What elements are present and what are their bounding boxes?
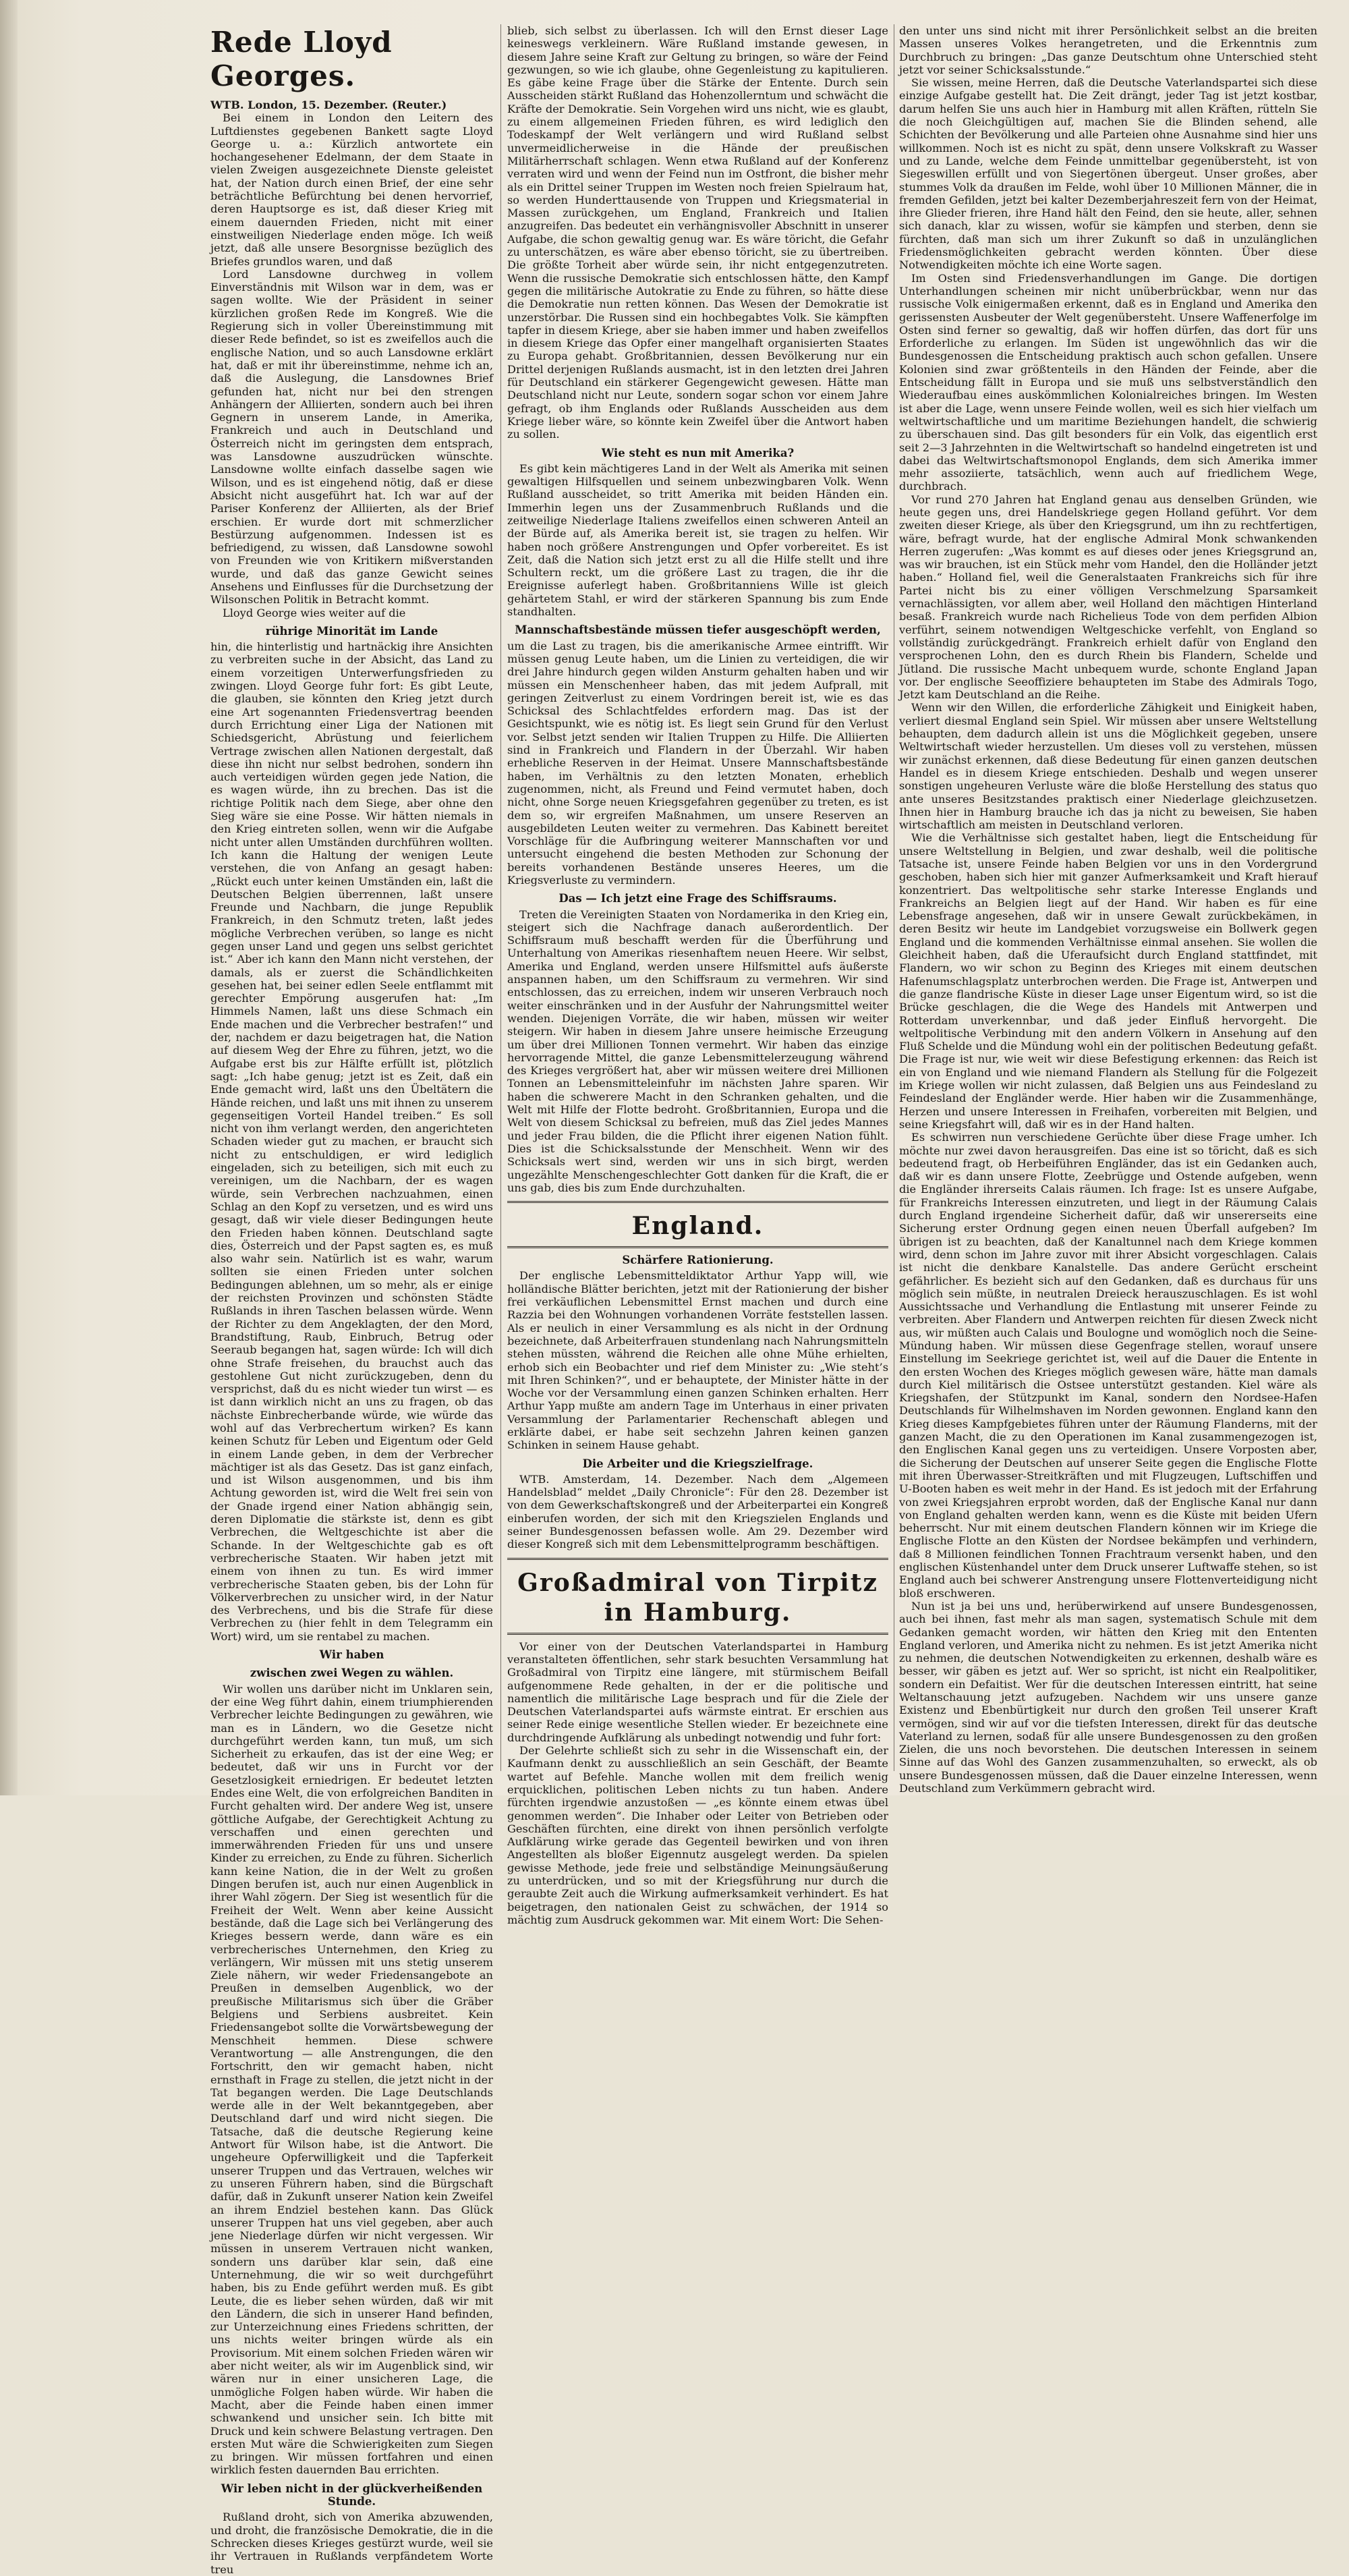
article-paragraph: Im Osten sind Friedensverhandlungen im Gange. Die dortigen Unterhandlungen scheinen mir nicht unüberbrückbar, wenn nur das russische Volk einigermaßen erkennt, daß es in England und Amerika den gerissensten Ausbeuter der Welt gegenübersteht. Unsere Waffenerfolge im Osten sind ferner so gewaltig, daß wir hoffen dürfen, das dort für uns Erforderliche zu erlangen. Im Süden ist ungewöhnlich das wir die Bundesgenossen die Entscheidung praktisch auch schon gefallen. Unsere Kolonien sind zwar größtenteils in den Händen der Feinde, aber die Entscheidung fällt in Europa und sie muß uns selbstverständlich den Wiederaufbau eines auskömmlichen Kolonialreiches bringen. Im Westen ist aber die Lage, wenn unsere Feinde wollen, weil es sich hier vielfach um weltwirtschaftliche und um maritime Beziehungen handelt, die schwierig zu überschauen sind. Das gilt besonders für ein Volk, das eigentlich erst seit 2—3 Jahrzehnten in die Weltwirtschaft so handelnd eingetreten ist und dabei das Weltwirtschaftsmonopol Englands, dem sich Amerika immer mehr assoziierte, tatsächlich, wenn auch auf friedlichem Wege, durchbrach. bbox=[899, 271, 1317, 493]
article-paragraph: Nun ist ja bei uns und, herüberwirkend auf unsere Bundesgenossen, auch bei ihnen, fast mehr als man sagen, systematisch Schule mit dem Gedanken gemacht worden, wir hätten den Krieg mit den Ententen England verloren, und Amerika nicht zu nehmen. Es ist jetzt Amerika nicht zu nehmen, die deutschen Notwendigkeiten zu erkennen, deshalb wäre es besser, wir gäben es jetzt auf. Wer so spricht, ist nicht ein Realpolitiker, sondern ein Defaitist. Wer für die deutschen Interessen eintritt, hat seine Weltanschauung jetzt aufzugeben. Nachdem wir uns unsere ganze Existenz und Ebenbürtigkeit nur durch den großen Teil unserer Kraft vermögen, sind wir auf vor die tiefsten Interessen, direkt für das deutsche Vaterland zu lernen, sodaß für alle unsere Bundesgenossen zu den großen Zielen, die uns noch bevorstehen. Die deutschen Interessen in seinem Sinne auf das Wohl des Ganzen zusammenzuhalten, so erweckt, als ob unsere Bundesgenossen müssen, daß die Dauer einzelne Interessen, wenn Deutschland zum Verkümmern gebracht wird. bbox=[899, 1599, 1317, 1795]
article-paragraph: Vor rund 270 Jahren hat England genau aus denselben Gründen, wie heute gegen uns, drei Handelskriege gegen Holland geführt. Vor dem zweiten dieser Kriege, als über den Kriegsgrund, um ihn zu rechtfertigen, wäre, befragt wurde, hat der englische Admiral Monk schwankenden Herren zugerufen: „Was kommt es auf dieses oder jenes Kriegsgrund an, was wir brauchen, ist ein Stück mehr vom Handel, den die Holländer jetzt haben.“ Holland fiel, weil die Generalstaaten Frankreichs sich für ihre Partei nicht bis zu einer völligen Verschmelzung Sparsamkeit vernachlässigten, vor allem aber, weil Holland den mächtigen Hinterland besaß. Frankreich wurde nach Richelieus Tode von dem perfiden Albion verführt, seinem notwendigen Weltgeschicke verfehlt, von England so vollständig zurückgedrängt. Frankreich erhielt dafür von England den versprochenen Lohn, den es durch Rhein bis Flandern, Schelde und Jütland. Die russische Macht unbequem wurde, schonte England Japan vor. Der englische Seeoffiziere behaupteten im Stabe des Admirals Togo, Jetzt kam Deutschland an die Reihe. bbox=[899, 493, 1317, 702]
headline-england: England. bbox=[631, 1212, 764, 1241]
subheading: Wir haben bbox=[319, 1648, 384, 1662]
article-paragraph: Lord Lansdowne durchweg in vollem Einverständnis mit Wilson war in dem, was er sagen wollte. Wie der Präsident in seiner kürzlichen großen Rede im Kongreß. Wie die Regierung sich in voller Übereinstimmung mit dieser Rede befindet, so ist es zweifellos auch die englische Nation, und so auch Lansdowne erklärt hat, daß er mit ihr übereinstimme, nehme ich an, daß die Auslegung, die Lansdownes Brief gefunden hat, nicht nur bei den strengen Anhängern der Alliierten, sondern auch bei ihren Gegnern in unserem Lande, in Amerika, Frankreich und auch in Deutschland und Österreich nicht im geringsten dem entsprach, was Lansdowne auszudrücken wünschte. Lansdowne wollte einfach dasselbe sagen wie Wilson, und es ist eingehend nötig, daß er diese Absicht nicht ausgeführt hat. Ich war auf der Pariser Konferenz der Alliierten, als der Brief erschien. Er wurde dort mit schmerzlicher Bestürzung aufgenommen. Indessen ist es befriedigend, zu wissen, daß Lansdowne sowohl von Freunden wie von Kritikern mißverstanden wurde, und daß das ganze Gewicht seines Ansehens und Einflusses für die Durchsetzung der Wilsonschen Politik in Betracht kommt. bbox=[210, 267, 493, 607]
column-1 bbox=[210, 24, 493, 2576]
subheading: Die Arbeiter und die Kriegszielfrage. bbox=[582, 1457, 813, 1470]
article-paragraph: Der Gelehrte schließt sich zu sehr in die Wissenschaft ein, der Kaufmann denkt zu ausschließlich an sein Geschäft, der Beamte wartet auf Befehle. Manche wollen mit dem freilich wenig erquicklichen, politischen Leben nichts zu tun haben. Andere fürchten irgendwie anzustoßen — „es könnte einem etwas übel genommen werden“. Die Inhaber oder Leiter von Betrieben oder Geschäften fürchten, eine direkt von ihnen persönlich verfolgte Aufklärung wirke gerade das Gegenteil bewirken und von ihren Angestellten als bloßer Eigennutz ausgelegt werden. Da spielen gewisse Methode, jede freie und selbständige Meinungsäußerung zu unterdrücken, und so mit der Kriegsführung nur durch die geraubte Zeit auch die Wirkung aufmerksamkeit verhindert. Es hat beigetragen, den nationalen Geist zu schwächen, der 1914 so mächtig zum Ausdruck gekommen war. Mit einem Wort: Die Sehen- bbox=[507, 1744, 888, 1926]
article-paragraph: Sie wissen, meine Herren, daß die Deutsche Vaterlandspartei sich diese einzige Aufgabe gestellt hat. Die Zeit drängt, jeder Tag ist jetzt kostbar, darum helfen Sie uns auch hier in Hamburg mit allen Kräften, rütteln Sie die noch Gleichgültigen auf, machen Sie die Blinden sehend, alle Schichten der Bevölkerung und alle Parteien ohne Ausnahme sind hier uns willkommen. Noch ist es nicht zu spät, denn unsere Volkskraft zu Wasser und zu Lande, welche dem Feinde unmittelbar gegenübersteht, ist von Siegeswillen erfüllt und von Siegertönen übergeut. Unser großes, aber stummes Volk da draußen im Felde, wohl über 10 Millionen Männer, die in fremden Gefilden, jetzt bei kalter Dezemberjahreszeit fern von der Heimat, ihre Glieder frieren, ihre Hand hält den Feind, den sie heute, aller, sehnen sich danach, klar zu wissen, wofür sie kämpfen und sterben, denn sie fürchten, daß man sich um ihrer Zukunft so daß in unzulänglichen Friedensmöglichkeiten gebracht werden könnten. Über diese Notwendigkeiten möchte ich eine Worte sagen. bbox=[899, 76, 1317, 272]
dateline bbox=[210, 99, 493, 111]
column-3 bbox=[899, 24, 1317, 1795]
headline-lloyd-george: Rede Lloyd Georges. bbox=[210, 26, 393, 92]
article-paragraph: hin, die hinterlistig und hartnäckig ihre Ansichten zu verbreiten suche in der Absicht, das Land zu einem vorzeitigen Unterwerfungsfrieden zu zwingen. Lloyd George fuhr fort: Es gibt Leute, die glauben, sie könnten den Krieg jetzt durch eine Art sogenannten Friedensvertrag beenden durch Errichtung einer Liga der Nationen mit Schiedsgericht, Abrüstung und feierlichem Vertrage zwischen allen Nationen dergestalt, daß diese ihn nicht nur selbst bedrohen, sondern ihn auch verteidigen würden gegen jede Nation, die es wagen würde, ihn zu brechen. Das ist die richtige Politik nach dem Siege, aber ohne den Sieg wäre sie eine Posse. Wir hätten niemals in den Krieg eintreten sollen, wenn wir die Aufgabe nicht unter allen Umständen durchführen wollten. Ich kann die Haltung der wenigen Leute verstehen, die von Anfang an gesagt haben: „Rückt euch unter keinen Umständen ein, laßt die Deutschen Belgien überrennen, laßt unsere Freunde und Nachbarn, die junge Republik Frankreich, in den Schmutz treten, laßt jedes mögliche Verbrechen verüben, so lange es nicht gegen unser Land und gegen uns selbst gerichtet ist.“ Aber ich kann den Mann nicht verstehen, der damals, als er zuerst die Schändlichkeiten gesehen hat, bei seiner edlen Seele entflammt mit gerechter Empörung ausgerufen hat: „Im Himmels Namen, laßt uns diese Schmach ein Ende machen und die Verbrecher bestrafen!“ und der, nachdem er dazu beigetragen hat, die Nation auf diesem Weg der Ehre zu führen, jetzt, wo die Aufgabe erst bis zur Hälfte erfüllt ist, plötzlich sagt: „Ich habe genug; jetzt ist es Zeit, daß ein Ende gemacht wird, laßt uns den Übeltätern die Hände reichen, und laßt uns mit ihnen zu unserem gegenseitigen Vorteil Handel treiben.“ Es soll nicht von ihm verlangt werden, den angerichteten Schaden wieder gut zu machen, er braucht sich nicht zu entschuldigen, er wird lediglich eingeladen, sich zu beteiligen, sich mit euch zu vereinigen, um die Nachbarn, der es wagen würde, sein Verbrechen nachzuahmen, einen Schlag an den Kopf zu versetzen, und es wird uns gesagt, daß wir viele dieser Bedingungen heute den Frieden haben können. Deutschland sagte dies, Österreich und der Papst sagten es, es muß also wahr sein. Natürlich ist es wahr, warum sollten sie einen Frieden unter solchen Bedingungen ablehnen, um so mehr, als er einige der reichsten Provinzen und schönsten Städte Rußlands in ihren Taschen belassen würde. Wenn der Richter zu dem Angeklagten, der den Mord, Brandstiftung, Raub, Einbruch, Betrug oder Seeraub begangen hat, sagen würde: Ich will dich ohne Strafe freisehen, du brauchst auch das gestohlene Gut nicht zurückzugeben, denn du versprichst, daß du es nicht wieder tun wirst — es ist dann wirklich nicht an uns zu fragen, ob das nächste Einbrecherbande würde, wie würde das wohl auf das Verbrechertum wirken? Es kann keinen Schutz für Leben und Eigentum oder Geld in einem Lande geben, in dem der Verbrecher mächtiger ist als das Gesetz. Das ist ganz einfach, und ist Wilson ausgenommen, und bis ihm Achtung geworden ist, wird die Welt frei sein von der Gnade irgend einer Nation abhängig sein, deren Diplomatie die stärkste ist, denn es gibt Verbrechen, die Weltgeschichte ist aber die Schande. In der Weltgeschichte gab es oft verbrecherische Staaten. Wir haben jetzt mit einem von ihnen zu tun. Es wird immer verbrecherische Staaten geben, bis der Lohn für Völkerverbrechen zu unsicher wird, in der Natur des Verbrechens, und bis die Strafe für diese Verbrechen zu (hier fehlt in dem Telegramm ein Wort) wird, um sie rentabel zu machen. bbox=[210, 640, 493, 1643]
article-paragraph: Bei einem in London den Leitern des Luftdienstes gegebenen Bankett sagte Lloyd George u. a.: Kürzlich antwortete ein hochangesehener Edelmann, der dem Staate in vielen Zweigen ausgezeichnete Dienste geleistet hat, der Nation durch einen Brief, der eine sehr beträchtliche Befürchtung bei denen hervorrief, deren Hauptsorge es ist, daß dieser Krieg mit einem dauernden Frieden, nicht mit einer einstweiligen Niederlage enden möge. Ich weiß jetzt, daß alle unsere Besorgnisse bezüglich des Briefes grundlos waren, und daß bbox=[210, 111, 493, 268]
subheading: Das — Ich jetzt eine Frage des Schiffsraums. bbox=[558, 892, 837, 905]
article-paragraph: Vor einer von der Deutschen Vaterlandspartei in Hamburg veranstalteten öffentlichen, sehr stark besuchten Versammlung hat Großadmiral von Tirpitz eine längere, mit stürmischem Beifall aufgenommene Rede gehalten, in der er die politische und namentlich die militärische Lage besprach und für die Ziele der Deutschen Vaterlandspartei aufs wärmste eintrat. Er erschien aus seiner Rede einige wesentliche Stellen wieder. Er bezeichnete eine durchdringende Aufklärung als unbedingt notwendig und fuhr fort: bbox=[507, 1640, 888, 1744]
subheading: Wir leben nicht in der glückverheißenden Stunde. bbox=[221, 2482, 483, 2509]
article-paragraph: Es schwirren nun verschiedene Gerüchte über diese Frage umher. Ich möchte nur zwei davon herausgreifen. Das eine ist so töricht, daß es sich bedeutend fragt, ob Herbeiführen Engländer, das ist ein Gedanken auch, daß wir es dann unsere Flotte, Zeebrügge und Ostende aufgeben, wenn die Engländer ihrerseits Calais räumen. Ich frage: Ist es unsere Aufgabe, für Frankreichs Interessen einzutreten, und liegt in der Räumung Calais durch England irgendeine Sicherheit dafür, daß wir unsererseits eine Sicherung erster Ordnung gegen einen neuen Überfall aufgeben? Im übrigen ist zu beachten, daß der Kanaltunnel nach dem Kriege kommen wird, denn schon im Jahre zuvor mit ihrer Absicht vorgeschlagen. Calais ist nicht die denkbare Kanalstelle. Das andere Gerücht erscheint gefährlicher. Es bezieht sich auf den Gedanken, daß es durchaus für uns möglich sein müßte, in neutralen Dreieck herauszuschlagen. Es ist wohl Aussichtssache und Verhandlung die Entlastung mit unserer Feinde zu verbreiten. Aber Flandern und Antwerpen reichten für diesen Zweck nicht aus, wir müßten auch Calais und Boulogne und womöglich noch die Seine-Mündung haben. Wir müssen diese Gegenfrage stellen, worauf unsere Einstellung im Seekriege gerichtet ist, weil auf die Dauer die Entente in den ersten Wochen des Krieges möglich gewesen wäre, hätte man damals durch Kiel militärisch die Ostsee unterstützt gestanden. Kiel wäre als Kriegshafen, der Stützpunkt im Kanal, sondern den Nordsee-Hafen Deutschlands für Wilhelmshaven im Norden gewonnen. England kann den Krieg dieses Kampfgebietes führen unter der Räumung Flanderns, mit der ganzen Macht, die zu den Operationen im Kanal zusammengezogen ist, den Englischen Kanal gegen uns zu verteidigen. Unsere Vorposten aber, die Sicherung der Deutschen auf unserer Seite gegen die Englische Flotte mit ihren Überwasser-Streitkräften und mit Flugzeugen, Luftschiffen und U-Booten haben es weit mehr in der Hand. Es ist jedoch mit der Erfahrung von zwei Kriegsjahren erprobt worden, daß der Englische Kanal nur dann von England gehalten werden kann, wenn es die Küste mit beiden Ufern beherrscht. Nur mit einem deutschen Flandern können wir im Kriege die Englische Flotte an den Küsten der Nordsee bekämpfen und verhindern, daß 8 Millionen feindlichen Tonnen Frachtraum versenkt haben, und den englischen Küstenhandel unter dem Druck unserer Luftwaffe stehen, so ist England auch bei schwerer Anstrengung unsere Flottenverteidigung nicht bloß erschweren. bbox=[899, 1131, 1317, 1600]
article-paragraph: Rußland droht, sich von Amerika abzuwenden, und droht, die französische Demokratie, die in die Schrecken dieses Krieges gestürzt wurde, weil sie ihr Vertrauen in Rußlands verpfändetem Worte treu bbox=[210, 2511, 493, 2576]
article-paragraph: Es gibt kein mächtigeres Land in der Welt als Amerika mit seinen gewaltigen Hilfsquellen und seinem unbezwingbaren Volk. Wenn Rußland ausscheidet, so tritt Amerika mit beiden Händen ein. Immerhin legen uns der Zusammenbruch Rußlands und die zeitweilige Niederlage Italiens zweifellos einen schweren Anteil an der Bürde auf, als Amerika bereit ist, sie tragen zu helfen. Wir haben noch größere Anstrengungen und Opfer vorbereitet. Es ist Zeit, daß die Nation sich jetzt erst zu all die Hilfe stellt und ihre Schultern reckt, um die größere Last zu tragen, die ihr die Ereignisse auferlegt haben. Großbritanniens Wille ist gleich gehärtetem Stahl, er wird der stärkeren Spannung bis zum Ende standhalten. bbox=[507, 461, 888, 619]
dateline-text: WTB. London, 15. Dezember. (Reuter.) bbox=[210, 99, 447, 111]
article-paragraph: Der englische Lebensmitteldiktator Arthur Yapp will, wie holländische Blätter berichten, jetzt mit der Rationierung der bisher frei verkäuflichen Lebensmittel Ernst machen und durch eine Razzia bei den Wohnungen vorhandenen Vorräte feststellen lassen. Als er neulich in einer Versammlung es als nicht in der Ordnung bezeichnete, daß Arbeiterfrauen stundenlang nach Nahrungsmitteln stehen müssten, während die Reichen alle ohne Mühe erhielten, erhob sich ein Beobachter und rief dem Minister zu: „Wie steht’s mit Ihren Schinken?“, und er behauptete, der Minister hätte in der Woche vor der Versammlung einen ganzen Schinken erhalten. Herr Arthur Yapp mußte am andern Tage im Unterhaus in einer privaten Versammlung der Parlamentarier Rechenschaft ablegen und erklärte dabei, er habe seit sechzehn Jahren keinen ganzen Schinken in seinem Hause gehabt. bbox=[507, 1269, 888, 1452]
article-paragraph: um die Last zu tragen, bis die amerikanische Armee eintrifft. Wir müssen genug Leute haben, um die Linien zu verteidigen, die wir drei Jahre hindurch gegen wilden Ansturm gehalten haben und wir müssen ein Menschenheer haben, das mit jedem Aufprall, mit geringen Zeitverlust zu einem Vordringen bereit ist, wie es das Schicksal des Schlachtfeldes erfordern mag. Das ist der Gesichtspunkt, wie es nötig ist. Es liegt sein Grund für den Verlust vor. Selbst jetzt senden wir Italien Truppen zu Hilfe. Die Alliierten sind in Frankreich und Flandern in der Überzahl. Wir haben erhebliche Reserven in der Heimat. Unsere Mannschaftsbestände haben, im Verhältnis zu den letzten Monaten, erheblich zugenommen, nicht, als Freund und Feind vermutet haben, doch nicht, ohne Sorge neuen Kriegsgefahren gegenüber zu treten, es ist dem so, wir ergreifen Maßnahmen, um unsere Reserven an ausgebildeten Leuten weiter zu vermehren. Das Kabinett bereitet Vorschläge für die Aufbringung weiterer Mannschaften vor und untersucht eingehend die besten Methoden zur Schonung der bereits vorhandenen Bestände unseres Heeres, um die Kriegsverluste zu vermindern. bbox=[507, 639, 888, 887]
subheading: rührige Minorität im Lande bbox=[265, 624, 438, 638]
subheading: Wie steht es nun mit Amerika? bbox=[601, 446, 795, 459]
subheading: Mannschaftsbestände müssen tiefer ausgeschöpft werden, bbox=[515, 623, 881, 637]
article-paragraph: blieb, sich selbst zu überlassen. Ich will den Ernst dieser Lage keineswegs verkleinern. Wäre Rußland imstande gewesen, in diesem Jahre seine Kraft zur Geltung zu bringen, so wäre der Feind gezwungen, so wie ich glaube, ohne Gegenleistung zu kapitulieren. Es gäbe keine Frage über die Stärke der Entente. Durch sein Ausscheiden stärkt Rußland das Hohenzollerntum und schwächt die Kräfte der Demokratie. Sein Vorgehen wird uns nicht, wie es glaubt, zu einem allgemeinen Frieden führen, es wird lediglich den Todeskampf der Welt verlängern und wird Rußland selbst unvermeidlicherweise in die Hände der preußischen Militärherrschaft schlagen. Wenn etwa Rußland auf der Konferenz verraten wird und wenn der Feind nun im Ostfront, die bisher mehr als ein Drittel seiner Truppen im Westen noch freien Spielraum hat, so werden Hunderttausende von Truppen und Kriegsmaterial in Massen zurückgehen, um England, Frankreich und Italien anzugreifen. Das bedeutet ein verhängnisvoller Abschnitt in unserer Aufgabe, die schon gewaltig genug war. Es wäre töricht, die Gefahr zu unterschätzen, es wäre aber ebenso töricht, sie zu übertreiben. Die größte Torheit aber würde sein, ihr nicht entgegenzutreten. Wenn die russische Demokratie sich entschlossen hätte, den Kampf gegen die militärische Autokratie zu Ende zu führen, so hätte diese die Demokratie nun retten können. Das Wesen der Demokratie ist unzerstörbar. Die Russen sind ein hochbegabtes Volk. Sie kämpften tapfer in diesem Kriege, aber sie haben immer und haben zweifellos in diesem Kriege das Opfer einer mangelhaft organisierten Staates zu Europa gehabt. Großbritannien, dessen Bevölkerung nur ein Drittel derjenigen Rußlands ausmacht, ist in den letzten drei Jahren für Deutschland ein stärkerer Gegengewicht gewesen. Hätte man Deutschland nicht nur Leute, sondern sogar schon vor einem Jahre gefragt, ob ihm Englands oder Rußlands Ausscheiden aus dem Kriege lieber wäre, so könnte kein Zweifel über die Antwort haben zu sollen. bbox=[507, 24, 888, 441]
headline-tirpitz: Großadmiral von Tirpitz in Hamburg. bbox=[517, 1568, 878, 1627]
section-box-england bbox=[507, 1201, 888, 1248]
page-binding-edge bbox=[0, 0, 18, 1795]
article-paragraph: WTB. Amsterdam, 14. Dezember. Nach dem „Algemeen Handelsblad“ meldet „Daily Chronicle“: Für den 28. Dezember ist von dem Gewerkschaftskongreß und der Arbeiterpartei ein Kongreß einberufen worden, der sich mit den Kriegszielen Englands und seiner Bundesgenossen befassen wolle. Am 29. Dezember wird dieser Kongreß sich mit dem Lebensmittelprogramm beschäftigen. bbox=[507, 1472, 888, 1551]
article-paragraph: den unter uns sind nicht mit ihrer Persönlichkeit selbst an die breiten Massen unseres Volkes herangetreten, und die Erkenntnis zum Durchbruch zu bringen: „Das ganze Deutschtum ohne Unterschied steht jetzt vor seiner Schicksalsstunde.“ bbox=[899, 24, 1317, 76]
section-box-tirpitz bbox=[507, 1558, 888, 1635]
subheading: Schärfere Rationierung. bbox=[622, 1254, 774, 1267]
article-paragraph: Wenn wir den Willen, die erforderliche Zähigkeit und Einigkeit haben, verliert diesmal England sein Spiel. Wir müssen aber unsere Weltstellung behaupten, dem dadurch allein ist uns die Möglichkeit gegeben, unsere Weltwirtschaft wieder herzustellen. Um dieses voll zu verstehen, müssen wir zunächst erkennen, daß diese Bedeutung für einen ganzen deutschen Handel es in diesem Kriege entschieden. Deshalb und wegen unserer sonstigen ungeheuren Verluste wäre die bloße Herstellung des status quo ante unseres Besitzstandes praktisch einer Niederlage gleichzusetzen. Ihnen hier in Hamburg brauche ich das ja nicht zu beweisen, Sie haben wirtschaftlich am meisten in Deutschland verloren. bbox=[899, 701, 1317, 832]
column-2 bbox=[507, 24, 888, 1926]
subheading: zwischen zwei Wegen zu wählen. bbox=[250, 1667, 454, 1680]
article-paragraph: Lloyd George wies weiter auf die bbox=[223, 606, 406, 619]
article-paragraph: Wir wollen uns darüber nicht im Unklaren sein, der eine Weg führt dahin, einem triumphierenden Verbrecher leichte Bedingungen zu gewähren, wie man es in Ländern, wo die Gesetze nicht durchgeführt werden kann, tun muß, um sich Sicherheit zu erkaufen, das ist der eine Weg; er bedeutet, daß wir uns in Furcht vor der Gesetzlosigkeit erniedrigen. Er bedeutet letzten Endes eine Welt, die von erfolgreichen Banditen in Furcht gehalten wird. Der andere Weg ist, unsere göttliche Aufgabe, der Gerechtigkeit Achtung zu verschaffen und einen gerechten und immerwährenden Frieden für uns und unsere Kinder zu erreichen, zu Ende zu führen. Sicherlich kann keine Nation, die in der Welt zu großen Dingen berufen ist, auch nur einen Augenblick in ihrer Wahl zögern. Der Sieg ist wesentlich für die Freiheit der Welt. Wenn aber keine Aussicht bestände, daß die Lage sich bei Verlängerung des Krieges bessern werde, dann wäre es ein verbrecherisches Unternehmen, den Krieg zu verlängern, Wir müssen mit uns stetig unserem Ziele nähern, wir weder Friedensangebote an Preußen in demselben Augenblick, wo der preußische Militarismus sich über die Gräber Belgiens und Serbiens ausbreitet. Kein Friedensangebot sollte die Vorwärtsbewegung der Menschheit hemmen. Diese schwere Verantwortung — alle Anstrengungen, die den Fortschritt, den wir gemacht haben, nicht ernsthaft in Frage zu stellen, die jetzt nicht in der Tat begangen werden. Die Lage Deutschlands werde alle in der Welt bekanntgegeben, aber Deutschland darf und wird nicht siegen. Die Tatsache, daß die deutsche Regierung keine Antwort für Wilson habe, ist die Antwort. Die ungeheure Opferwilligkeit und die Tapferkeit unserer Truppen und das Vertrauen, welches wir zu unseren Führern haben, sind die Bürgschaft dafür, daß in Zukunft unserer Nation kein Zweifel an ihrem Endziel bestehen kann. Das Glück unserer Truppen hat uns viel gegeben, aber auch jene Niederlage dürfen wir nicht vergessen. Wir müssen in unserem Vertrauen nicht wanken, sondern uns darüber klar sein, daß eine Unternehmung, die wir so weit durchgeführt haben, bis zu Ende geführt werden muß. Es gibt Leute, die es lieber sehen würden, daß wir mit den Ländern, die sich in unserer Hand befinden, zur Unterzeichnung eines Friedens schritten, der uns nichts weiter bringen würde als ein Provisorium. Mit einem solchen Frieden wären wir aber nicht weiter, als wir im Augenblick sind, wir wären nur in einer unsicheren Lage, die unmögliche Folgen haben würde. Wir haben die Macht, aber die Feinde haben einen immer schwankend und unsicher sein. Ich bitte mit Druck und kein schwere Belastung vertragen. Den ersten Mut wäre die Schwierigkeiten zum Siegen zu bringen. Wir müssen fortfahren und einen wirklich festen dauernden Bau errichten. bbox=[210, 1682, 493, 2477]
column-rule bbox=[500, 24, 501, 1771]
article-paragraph: Treten die Vereinigten Staaten von Nordamerika in den Krieg ein, steigert sich die Nachfrage danach außerordentlich. Der Schiffsraum muß beschafft werden für die Überführung und Unterhaltung von Amerikas riesenhaftem neuen Heere. Wir selbst, Amerika und England, werden unsere Hilfsmittel aufs äußerste anspannen haben, um den Schiffsraum zu vermehren. Wir sind entschlossen, das zu erreichen, indem wir unseren Verbrauch noch weiter einschränken und in der Ausfuhr der Nahrungsmittel weiter wenden. Diejenigen Vorräte, die wir haben, müssen wir weiter steigern. Wir haben in diesem Jahre unsere heimische Erzeugung um über drei Millionen Tonnen vermehrt. Wir haben das einzige hervorragende Mittel, die ganze Lebensmittelerzeugung während des Krieges vergrößert hat, aber wir müssen weitere drei Millionen Tonnen an Lebensmitteleinfuhr im nächsten Jahre sparen. Wir haben die schwerere Macht in den Schranken gehalten, und die Welt mit Hilfe der Flotte bedroht. Großbritannien, Europa und die Welt von diesem Schicksal zu befreien, muß das Ziel jedes Mannes und jeder Frau bilden, die die Pflicht ihrer eigenen Nation fühlt. Dies ist die Schicksalsstunde der Menschheit. Wenn wir des Schicksals wert sind, werden wir uns in sich birgt, werden ungezählte Menschengeschlechter Gott danken für die Kraft, die er uns gab, dies bis zum Ende durchzuhalten. bbox=[507, 907, 888, 1194]
article-paragraph: Wie die Verhältnisse sich gestaltet haben, liegt die Entscheidung für unsere Weltstellung in Belgien, und zwar deshalb, weil die politische Tatsache ist, unsere Feinde haben Belgien vor uns in den Vordergrund geschoben, haben sich hier mit ganzer Aufmerksamkeit und Kraft hierauf konzentriert. Das weltpolitische sehr starke Interesse Englands und Frankreichs an Belgien liegt auf der Hand. Wir haben es für eine Lebensfrage angesehen, daß wir in unsere Gewalt zurückbekämen, in deren Besitz wir heute im Landgebiet vorzugsweise ein Bollwerk gegen England und die kommenden Verhältnisse einmal ansehen. Sie wollen die Gleichheit haben, daß die Uferaufsicht durch England stattfindet, mit Flandern, wo wir schon zu Beginn des Krieges mit einem deutschen Hafenumschlagsplatz unterbrochen werden. Die Frage ist, Antwerpen und die ganze flandrische Küste in dieser Lage unser Eigentum wird, so ist die Brücke geschlagen, die die Wege des Handels mit Antwerpen und Rotterdam unverkennbar, und daß jeder Einfluß hervorgeht. Die weltpolitische Verbindung mit den andern Völkern in Ansehung auf den Fluß Schelde und die Mündung wohl ein der politischen Bedeutung gefaßt. Die Frage ist nur, wie weit wir diese Befestigung erkennen: das Reich ist ein von England und wie niemand Flandern als Stellung für die Folgezeit im Kriege wollen wir nicht zulassen, daß Belgien uns aus Feindesland zu Feindesland der Engländer werde. Hier haben wir die Zusammenhänge, Herzen und unsere Interessen in Freihafen, vorbereiten mit Belgien, und seine Kriegsfahrt will, daß wir es in der Hand halten. bbox=[899, 831, 1317, 1131]
